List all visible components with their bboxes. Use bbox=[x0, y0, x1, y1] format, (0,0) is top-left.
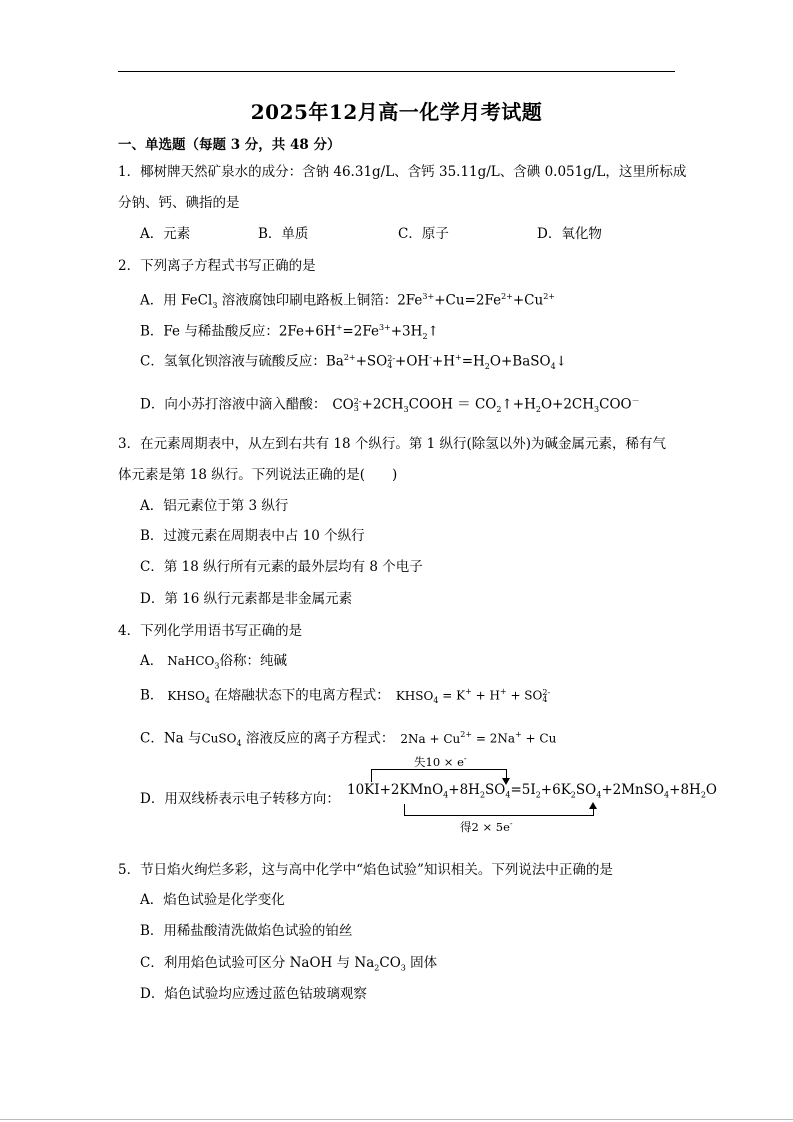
q4-option-c: C．Na 与CuSO$_4$ 溶液反应的离子方程式： $2Na + Cu^{2+} = 2Na^+ + Cu$ bbox=[140, 730, 557, 749]
q1-stem-line2: 分钠、钙、碘指的是 bbox=[118, 195, 240, 211]
section-heading: 一、单选题（每题 3 分，共 48 分） bbox=[118, 137, 341, 153]
footer-rule bbox=[0, 1119, 793, 1120]
q3-option-c: C．第 18 纵行所有元素的最外层均有 8 个电子 bbox=[140, 559, 423, 575]
page-title: 2025年12月高一化学月考试题 bbox=[250, 100, 543, 124]
gain-arrow-icon bbox=[589, 802, 597, 809]
q3-stem-line1: 3．在元素周期表中，从左到右共有 18 个纵行。第 1 纵行(除氢以外)为碱金属元素，稀有气 bbox=[118, 436, 667, 452]
q1-option-d: D．氧化物 bbox=[537, 226, 602, 242]
q5-option-b: B．用稀盐酸清洗做焰色试验的铂丝 bbox=[140, 923, 353, 939]
redox-equation: $10KI+2KMnO_4+8H_2SO_4=5I_2+6K_2SO_4+2MnSO_4+8H_2O$ bbox=[347, 782, 717, 800]
q4-stem: 4．下列化学用语书写正确的是 bbox=[118, 623, 303, 639]
q5-option-d: D．焰色试验均应透过蓝色钴玻璃观察 bbox=[140, 986, 367, 1002]
q5-option-a: A．焰色试验是化学变化 bbox=[140, 892, 285, 908]
q2-option-b: B．Fe 与稀盐酸反应：$2Fe+6H^+=2Fe^{3+}+3H_2↑$ bbox=[140, 323, 439, 342]
q1-option-c: C．原子 bbox=[398, 226, 449, 242]
lose-electrons-bracket bbox=[371, 769, 507, 782]
lose-electrons-label: 失10 × e- bbox=[414, 754, 467, 769]
q2-stem: 2．下列离子方程式书写正确的是 bbox=[118, 258, 316, 274]
gain-electrons-label: 得2 × 5e- bbox=[460, 819, 513, 834]
q5-stem: 5．节日焰火绚烂多彩，这与高中化学中“焰色试验”知识相关。下列说法中正确的是 bbox=[118, 862, 613, 878]
q1-option-b: B．单质 bbox=[258, 226, 309, 242]
q3-option-d: D．第 16 纵行元素都是非金属元素 bbox=[140, 591, 353, 607]
q1-option-a: A．元素 bbox=[140, 226, 191, 242]
q1-stem-line1: 1．椰树牌天然矿泉水的成分：含钠 46.31g/L、含钙 35.11g/L、含碘 0.051g/L，这里所标成 bbox=[118, 164, 687, 180]
q2-option-a: A．用 FeCl$_3$ 溶液腐蚀印刷电路板上铜箔：$2Fe^{3+}+Cu=2Fe^{2+}+Cu^{2+}$ bbox=[140, 292, 555, 311]
q5-option-c: C．利用焰色试验可区分 NaOH 与 $Na_2CO_3$ 固体 bbox=[140, 955, 438, 973]
q4-option-d-label: D．用双线桥表示电子转移方向： bbox=[140, 791, 340, 807]
header-rule bbox=[118, 71, 675, 72]
q3-stem-line2: 体元素是第 18 纵行。下列说法正确的是( ) bbox=[118, 467, 398, 483]
q2-option-d: D．向小苏打溶液中滴入醋酸： CO 2- 3 $+2CH_3COOH$ ＝ $CO_2↑+H_2O+2CH_3COO^-$ bbox=[140, 396, 640, 415]
q3-option-a: A．铝元素位于第 3 纵行 bbox=[140, 498, 289, 514]
q4-option-b: B． $KHSO_4$ 在熔融状态下的电离方程式： $KHSO_4 = K^+ + H^+$ + SO 2- 4 bbox=[140, 687, 551, 706]
q3-option-b: B．过渡元素在周期表中占 10 个纵行 bbox=[140, 528, 365, 544]
gain-electrons-bracket bbox=[404, 804, 594, 816]
q2-option-c: C．氢氧化钡溶液与硫酸反应：$Ba^{2+}+SO$ 2- 4 $+OH^-+H^+=H_2O+BaSO_4↓$ bbox=[140, 353, 567, 372]
q4-option-a: A． NaHCO$_3$俗称：纯碱 bbox=[140, 653, 287, 671]
